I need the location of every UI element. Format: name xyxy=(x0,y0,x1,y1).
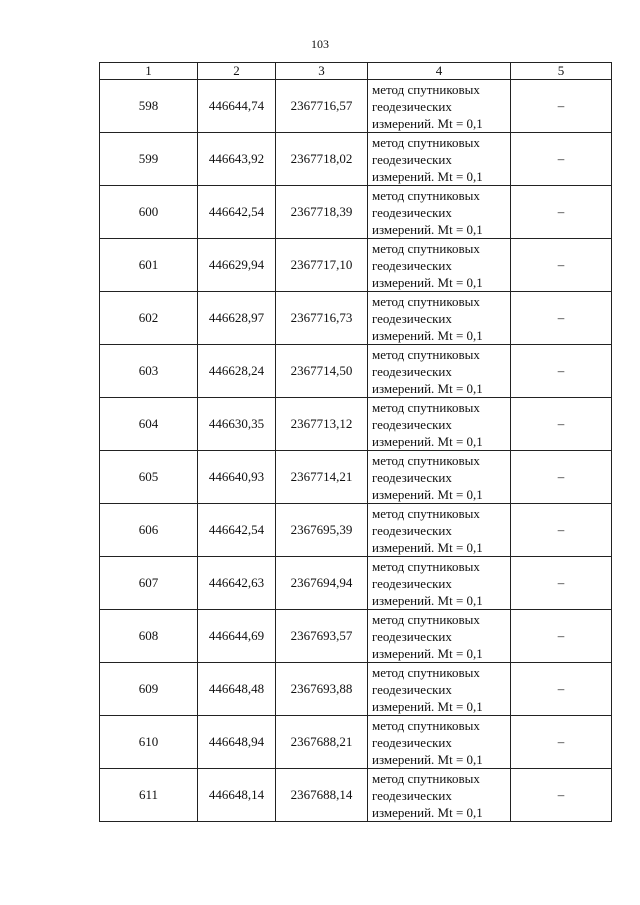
column-5-value: – xyxy=(511,292,612,345)
column-5-value: – xyxy=(511,186,612,239)
column-5-value: – xyxy=(511,345,612,398)
point-number: 605 xyxy=(100,451,198,504)
table-row xyxy=(100,663,612,716)
column-5-value: – xyxy=(511,451,612,504)
method-line-3: измерений. Mt = 0,1 xyxy=(372,539,483,555)
method-line-1: метод спутниковых xyxy=(372,293,480,309)
method-description xyxy=(368,345,511,398)
coordinate-y: 2367693,88 xyxy=(276,663,368,716)
table-row xyxy=(100,186,612,239)
table-row xyxy=(100,292,612,345)
coordinate-y: 2367695,39 xyxy=(276,504,368,557)
method-line-1: метод спутниковых xyxy=(372,558,480,574)
coordinate-x: 446629,94 xyxy=(198,239,276,292)
table-row xyxy=(100,133,612,186)
column-5-value: – xyxy=(511,610,612,663)
table-header xyxy=(100,63,612,80)
method-line-3: измерений. Mt = 0,1 xyxy=(372,645,483,661)
method-line-2: геодезических xyxy=(372,469,452,485)
method-description xyxy=(368,716,511,769)
method-line-2: геодезических xyxy=(372,98,452,114)
method-description xyxy=(368,133,511,186)
method-line-1: метод спутниковых xyxy=(372,134,480,150)
method-line-1: метод спутниковых xyxy=(372,240,480,256)
coordinate-y: 2367714,50 xyxy=(276,345,368,398)
method-description xyxy=(368,80,511,133)
method-line-2: геодезических xyxy=(372,310,452,326)
coordinate-x: 446648,14 xyxy=(198,769,276,822)
method-line-3: измерений. Mt = 0,1 xyxy=(372,592,483,608)
point-number: 603 xyxy=(100,345,198,398)
coordinate-x: 446628,24 xyxy=(198,345,276,398)
column-header-4: 4 xyxy=(368,63,511,80)
coordinates-table xyxy=(99,62,612,822)
method-line-3: измерений. Mt = 0,1 xyxy=(372,327,483,343)
method-line-2: геодезических xyxy=(372,522,452,538)
method-line-1: метод спутниковых xyxy=(372,611,480,627)
coordinate-x: 446644,74 xyxy=(198,80,276,133)
coordinate-x: 446630,35 xyxy=(198,398,276,451)
coordinate-x: 446628,97 xyxy=(198,292,276,345)
table-row xyxy=(100,557,612,610)
coordinate-y: 2367716,57 xyxy=(276,80,368,133)
method-line-2: геодезических xyxy=(372,734,452,750)
point-number: 610 xyxy=(100,716,198,769)
table-row xyxy=(100,345,612,398)
coordinate-x: 446642,54 xyxy=(198,504,276,557)
table-row xyxy=(100,610,612,663)
table-row xyxy=(100,769,612,822)
point-number: 602 xyxy=(100,292,198,345)
method-line-2: геодезических xyxy=(372,787,452,803)
method-line-1: метод спутниковых xyxy=(372,399,480,415)
method-line-3: измерений. Mt = 0,1 xyxy=(372,804,483,820)
coordinate-x: 446648,94 xyxy=(198,716,276,769)
point-number: 600 xyxy=(100,186,198,239)
column-5-value: – xyxy=(511,133,612,186)
method-description xyxy=(368,239,511,292)
coordinate-y: 2367718,02 xyxy=(276,133,368,186)
coordinate-x: 446642,63 xyxy=(198,557,276,610)
method-line-3: измерений. Mt = 0,1 xyxy=(372,380,483,396)
method-line-3: измерений. Mt = 0,1 xyxy=(372,698,483,714)
point-number: 599 xyxy=(100,133,198,186)
column-5-value: – xyxy=(511,557,612,610)
column-5-value: – xyxy=(511,80,612,133)
method-description xyxy=(368,769,511,822)
coordinate-y: 2367694,94 xyxy=(276,557,368,610)
point-number: 601 xyxy=(100,239,198,292)
method-line-3: измерений. Mt = 0,1 xyxy=(372,274,483,290)
method-line-3: измерений. Mt = 0,1 xyxy=(372,486,483,502)
coordinate-y: 2367716,73 xyxy=(276,292,368,345)
column-5-value: – xyxy=(511,769,612,822)
method-line-1: метод спутниковых xyxy=(372,664,480,680)
method-description xyxy=(368,186,511,239)
method-line-1: метод спутниковых xyxy=(372,187,480,203)
point-number: 611 xyxy=(100,769,198,822)
table-row xyxy=(100,239,612,292)
table-row xyxy=(100,398,612,451)
table-row xyxy=(100,504,612,557)
column-header-3: 3 xyxy=(276,63,368,80)
method-line-2: геодезических xyxy=(372,363,452,379)
method-line-1: метод спутниковых xyxy=(372,81,480,97)
coordinate-y: 2367718,39 xyxy=(276,186,368,239)
method-line-2: геодезических xyxy=(372,628,452,644)
method-description xyxy=(368,292,511,345)
method-description xyxy=(368,663,511,716)
method-line-1: метод спутниковых xyxy=(372,346,480,362)
method-description xyxy=(368,398,511,451)
method-line-2: геодезических xyxy=(372,416,452,432)
method-line-1: метод спутниковых xyxy=(372,452,480,468)
column-5-value: – xyxy=(511,504,612,557)
coordinate-x: 446642,54 xyxy=(198,186,276,239)
table-body xyxy=(100,80,612,822)
point-number: 609 xyxy=(100,663,198,716)
column-5-value: – xyxy=(511,239,612,292)
method-line-1: метод спутниковых xyxy=(372,717,480,733)
coordinate-y: 2367714,21 xyxy=(276,451,368,504)
point-number: 606 xyxy=(100,504,198,557)
method-line-2: геодезических xyxy=(372,204,452,220)
coordinate-y: 2367688,14 xyxy=(276,769,368,822)
table-row xyxy=(100,451,612,504)
coordinate-x: 446643,92 xyxy=(198,133,276,186)
column-header-1: 1 xyxy=(100,63,198,80)
column-5-value: – xyxy=(511,663,612,716)
method-line-3: измерений. Mt = 0,1 xyxy=(372,168,483,184)
method-line-3: измерений. Mt = 0,1 xyxy=(372,751,483,767)
column-header-5: 5 xyxy=(511,63,612,80)
table-row xyxy=(100,80,612,133)
coordinate-y: 2367693,57 xyxy=(276,610,368,663)
coordinate-y: 2367713,12 xyxy=(276,398,368,451)
coordinate-x: 446648,48 xyxy=(198,663,276,716)
coordinate-x: 446640,93 xyxy=(198,451,276,504)
method-line-2: геодезических xyxy=(372,681,452,697)
point-number: 608 xyxy=(100,610,198,663)
coordinate-y: 2367717,10 xyxy=(276,239,368,292)
column-5-value: – xyxy=(511,398,612,451)
method-line-3: измерений. Mt = 0,1 xyxy=(372,221,483,237)
column-5-value: – xyxy=(511,716,612,769)
coordinate-x: 446644,69 xyxy=(198,610,276,663)
method-line-1: метод спутниковых xyxy=(372,770,480,786)
point-number: 604 xyxy=(100,398,198,451)
column-header-2: 2 xyxy=(198,63,276,80)
method-line-1: метод спутниковых xyxy=(372,505,480,521)
coordinate-y: 2367688,21 xyxy=(276,716,368,769)
table-row xyxy=(100,716,612,769)
point-number: 607 xyxy=(100,557,198,610)
method-line-2: геодезических xyxy=(372,151,452,167)
method-line-2: геодезических xyxy=(372,257,452,273)
method-line-3: измерений. Mt = 0,1 xyxy=(372,433,483,449)
method-line-2: геодезических xyxy=(372,575,452,591)
point-number: 598 xyxy=(100,80,198,133)
page-number: 103 xyxy=(311,37,329,51)
method-description xyxy=(368,451,511,504)
method-description xyxy=(368,504,511,557)
header-row xyxy=(100,63,612,80)
method-line-3: измерений. Mt = 0,1 xyxy=(372,115,483,131)
method-description xyxy=(368,610,511,663)
method-description xyxy=(368,557,511,610)
